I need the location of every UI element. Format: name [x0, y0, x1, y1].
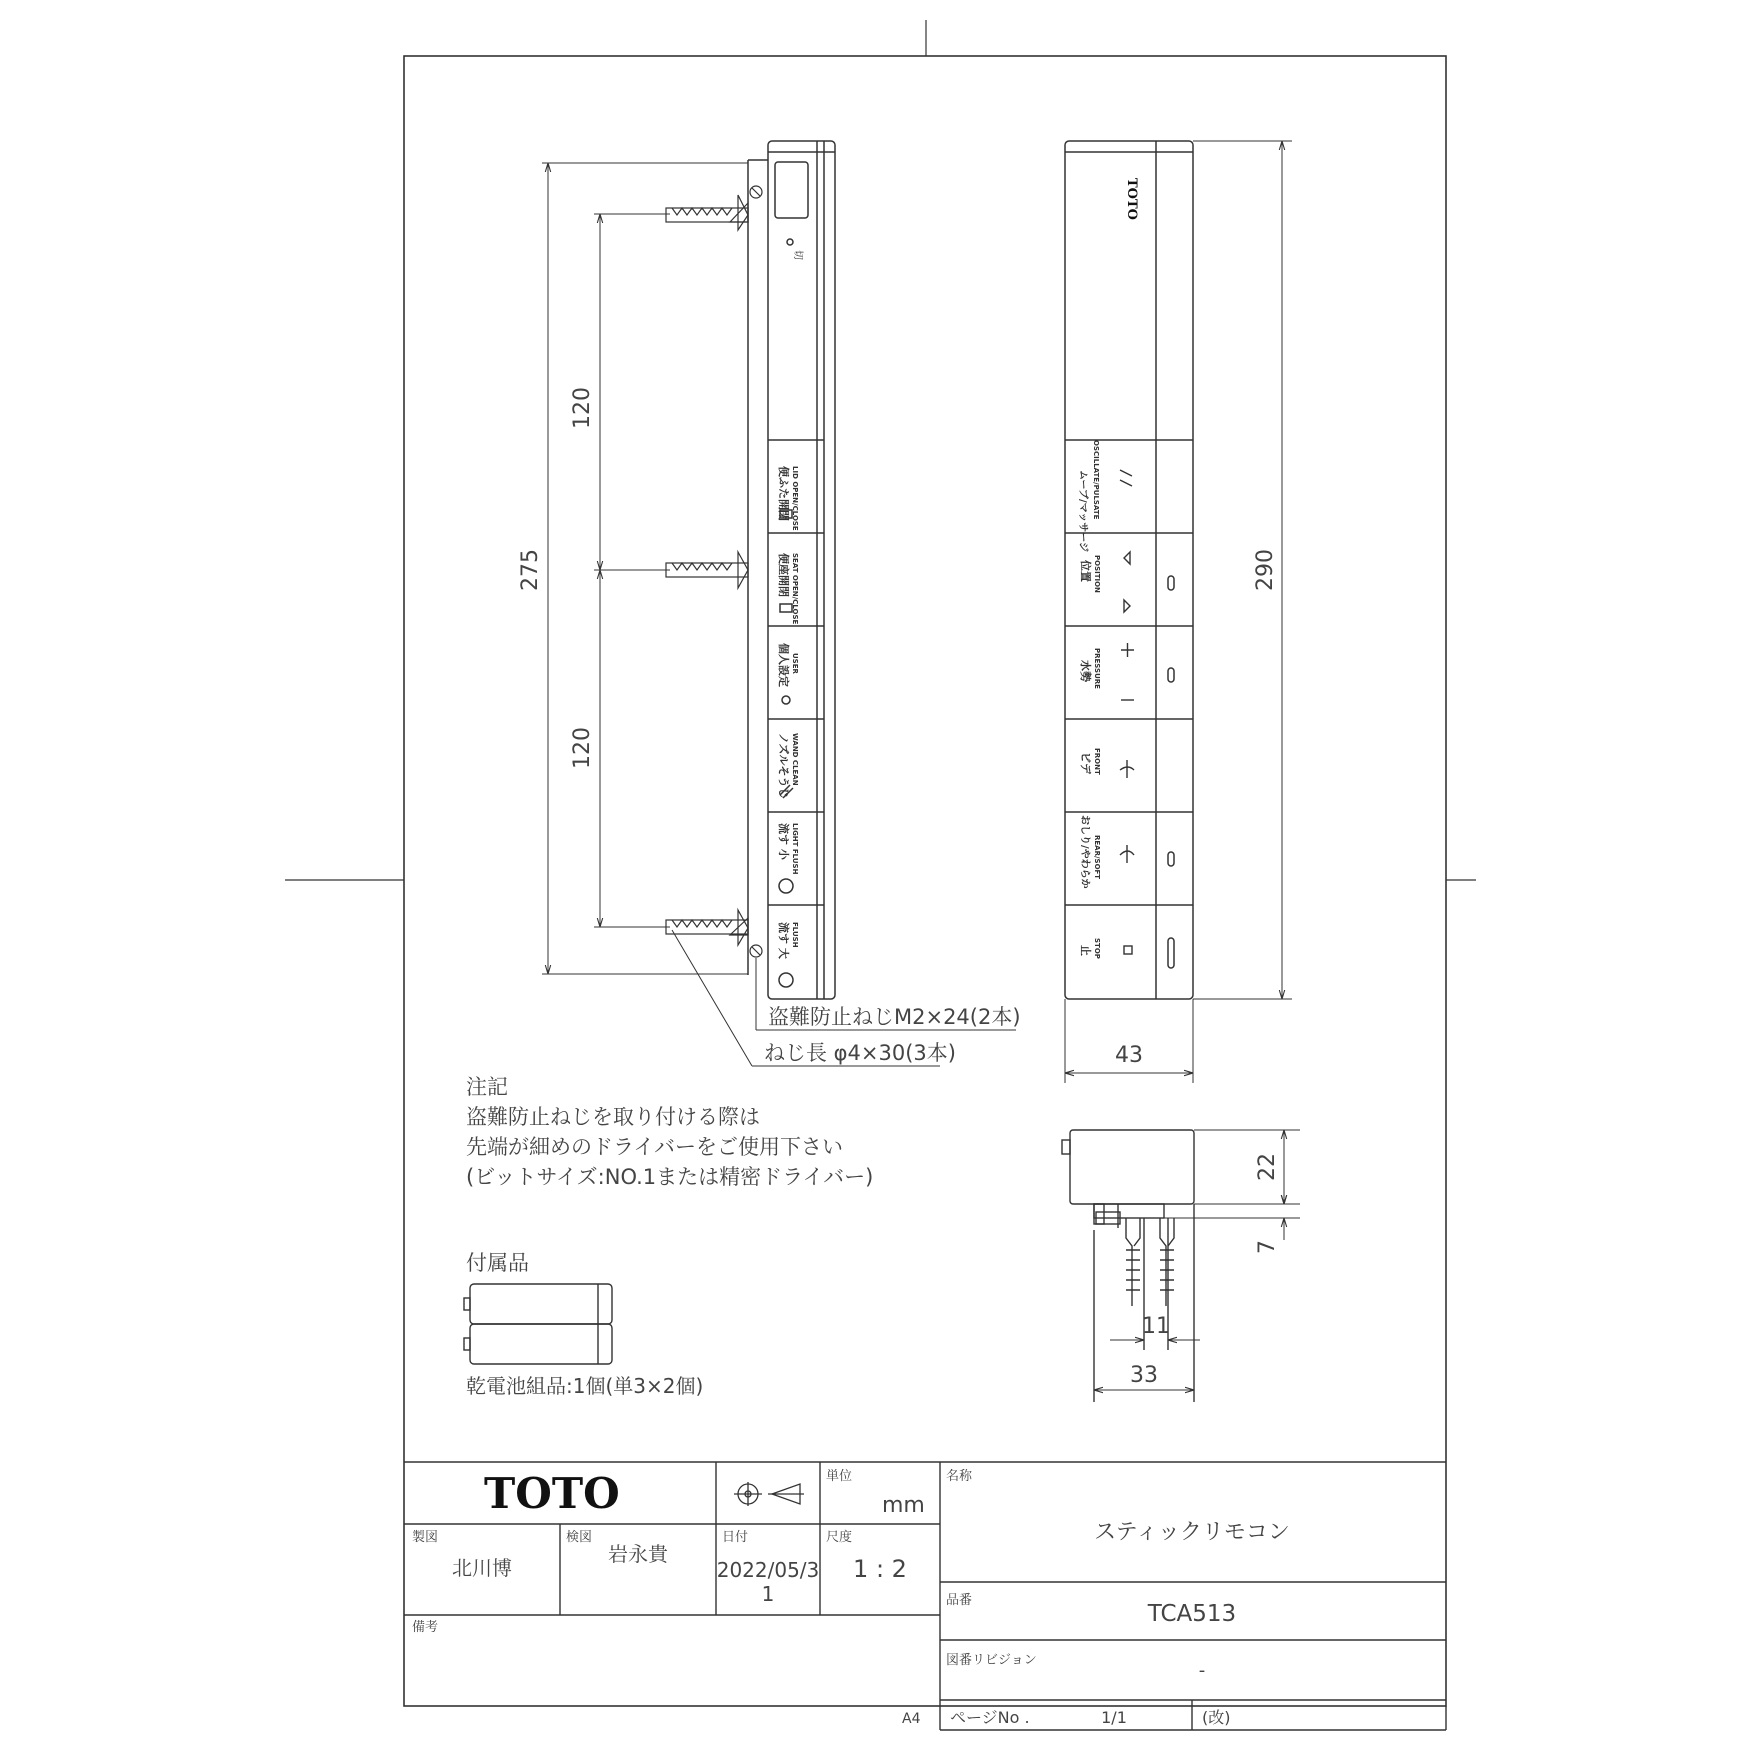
front-button-oscillate-en: OSCILLATE/PULSATE [1092, 440, 1100, 520]
notes-heading: 注記 [466, 1075, 508, 1099]
rear-icon [1120, 845, 1134, 863]
dim-120-lower: 120 [570, 727, 595, 769]
front-button-oscillate [1077, 440, 1100, 552]
front-button-pressure-en: PRESSURE [1093, 648, 1101, 689]
side-button-wand-jp: ノズルそうじ [777, 733, 790, 799]
side-button-lid-jp: 便ふた開閉 [777, 466, 790, 521]
dim-11: 11 [1142, 1314, 1170, 1339]
position-down-icon [1124, 552, 1130, 564]
scale-value: 1 : 2 [853, 1555, 907, 1583]
revision-value: - [1198, 1660, 1206, 1681]
sheet-size: A4 [902, 1711, 921, 1727]
front-button-stop-jp: 止 [1079, 945, 1092, 956]
side-button-flush-en: FLUSH [791, 922, 799, 948]
side-button-user-en: USER [791, 653, 799, 674]
checked-label: 検図 [566, 1530, 593, 1545]
side-button-flush-jp: 流す 大 [777, 922, 790, 959]
side-button-light-flush-en: LIGHT FLUSH [791, 823, 799, 875]
side-button-lid-en: LID OPEN/CLOSE [791, 466, 799, 531]
side-button-light-flush [777, 823, 799, 875]
front-button-front-en: FRONT [1093, 748, 1101, 775]
notes-line-3: (ビットサイズ:NO.1または精密ドライバー) [466, 1165, 874, 1189]
side-button-seat [777, 553, 799, 625]
drawing-frame [285, 20, 1476, 1706]
dim-7: 7 [1255, 1240, 1280, 1254]
part-value: TCA513 [1147, 1601, 1237, 1627]
side-button-wand-en: WAND CLEAN [791, 733, 799, 786]
front-button-rear-en: REAR/SOFT [1093, 835, 1101, 880]
dim-290: 290 [1253, 549, 1278, 591]
side-button-user-jp: 個人設定 [777, 643, 790, 687]
side-button-seat-jp: 便座開閉 [777, 553, 790, 597]
title-logo: TOTO [484, 1469, 620, 1518]
front-button-position-jp: 位置 [1079, 560, 1092, 582]
dim-120-upper: 120 [570, 387, 595, 429]
side-button-light-flush-jp: 流す 小 [777, 823, 790, 860]
oscillate-icon [1120, 470, 1132, 486]
callout-screw-length: ねじ長 φ4×30(3本) [764, 1041, 956, 1065]
unit-label: 単位 [826, 1469, 853, 1484]
front-button-icons [1120, 470, 1134, 954]
front-button-rear [1079, 815, 1101, 889]
checked-value: 岩永貴 [608, 1542, 668, 1566]
side-button-user [777, 643, 799, 687]
position-up-icon [1124, 600, 1130, 612]
title-block [404, 1462, 1446, 1730]
pressure-plus-icon [1121, 643, 1134, 657]
page-label: ページNo . [950, 1708, 1030, 1727]
date-value-1: 2022/05/3 [716, 1558, 820, 1582]
front-button-stop-en: STOP [1093, 938, 1101, 959]
side-view [518, 141, 1021, 1066]
date-value-2: 1 [761, 1582, 775, 1606]
seat-icon [780, 604, 792, 612]
dim-22: 22 [1255, 1153, 1280, 1181]
callout-anti-theft-screw: 盗難防止ねじM2×24(2本) [768, 1005, 1021, 1029]
dim-43: 43 [1115, 1043, 1143, 1068]
notes-line-2: 先端が細めのドライバーをご使用下さい [466, 1135, 843, 1159]
remarks-label: 備考 [412, 1620, 439, 1635]
side-button-lid [777, 466, 799, 531]
battery-pack-icon [464, 1284, 612, 1364]
front-button-front [1079, 748, 1101, 775]
front-button-front-jp: ビデ [1079, 752, 1092, 774]
side-indicator-label: 切 [792, 250, 803, 260]
user-icon [782, 696, 790, 704]
notes [466, 1075, 873, 1189]
front-brand-logo: TOTO [1124, 178, 1139, 220]
side-button-wand [777, 733, 799, 799]
front-button-position-en: POSITION [1093, 555, 1101, 593]
page-value: 1/1 [1101, 1708, 1127, 1727]
drawn-value: 北川博 [452, 1556, 512, 1580]
front-button-oscillate-jp: ムーブ/マッサージ [1077, 470, 1088, 553]
light-flush-icon [779, 879, 793, 893]
date-label: 日付 [722, 1530, 749, 1545]
front-button-pressure-jp: 水勢 [1079, 660, 1092, 682]
side-button-flush [777, 922, 799, 959]
name-value: スティックリモコン [1094, 1520, 1290, 1545]
front-icon [1120, 760, 1134, 778]
flush-icon [779, 973, 793, 987]
name-label: 名称 [946, 1469, 973, 1484]
end-view [1062, 1130, 1300, 1402]
dim-33: 33 [1130, 1363, 1158, 1388]
front-button-pressure [1079, 648, 1101, 689]
front-button-position [1079, 555, 1101, 593]
end-view-body [1070, 1130, 1194, 1204]
front-button-stop [1079, 938, 1101, 959]
battery-description: 乾電池組品:1個(単3×2個) [466, 1374, 704, 1398]
stop-icon [1124, 946, 1132, 954]
page-mark: (改) [1202, 1708, 1231, 1727]
front-view [1065, 141, 1292, 1083]
revision-label: 図番リビジョン [946, 1653, 1037, 1668]
part-label: 品番 [946, 1593, 973, 1608]
dim-275: 275 [518, 549, 543, 591]
anchor-middle [666, 552, 748, 588]
drawn-label: 製図 [412, 1530, 439, 1545]
projection-symbol-icon [734, 1482, 804, 1506]
notes-line-1: 盗難防止ねじを取り付ける際は [466, 1105, 760, 1129]
unit-value: mm [882, 1493, 925, 1518]
side-button-seat-en: SEAT OPEN/CLOSE [791, 553, 799, 625]
front-button-rear-jp: おしり/やわらか [1079, 815, 1090, 889]
accessories-heading: 付属品 [466, 1251, 529, 1275]
accessories [464, 1251, 703, 1398]
scale-label: 尺度 [826, 1530, 853, 1545]
